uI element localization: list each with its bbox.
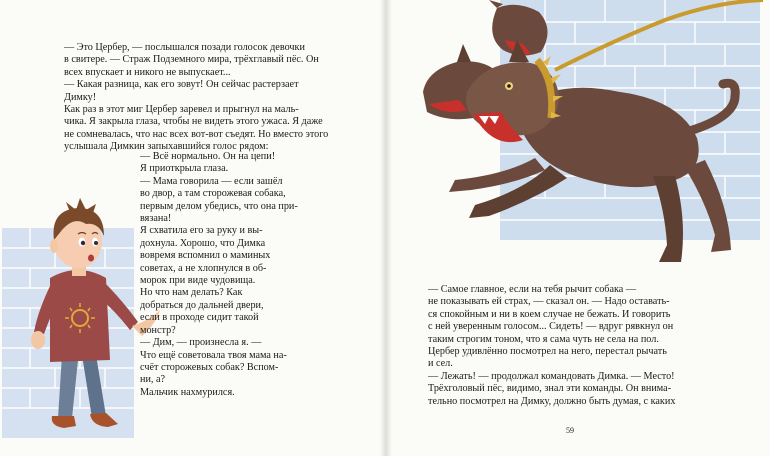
text-line: Я схватила его за руку и вы- xyxy=(140,225,263,237)
text-line: с ней уверенным голосом... Сидеть! — вдруг рявкнул он xyxy=(428,321,674,333)
text-line: вовремя вспомнил о маминых xyxy=(140,250,271,262)
text-line: — Всё нормально. Он на цепи! xyxy=(140,151,276,162)
text-line: и сел. xyxy=(428,358,453,370)
text-line: — Дим, — произнесла я. — xyxy=(140,337,262,349)
text-line: во двор, а там сторожевая собака, xyxy=(140,188,286,200)
text-line: дохнула. Хорошо, что Димка xyxy=(140,237,266,249)
book-gutter xyxy=(380,0,392,456)
text-line: счёт сторожевых собак? Вспом- xyxy=(140,361,279,373)
text-line: Но что нам делать? Как xyxy=(140,287,243,299)
text-line: услышала Димкин запыхавшийся голос рядом: xyxy=(64,141,269,153)
text-line: Я приоткрыла глаза. xyxy=(140,163,229,175)
page-number: 59 xyxy=(566,426,574,435)
text-line: добраться до дальней двери, xyxy=(140,299,264,311)
text-line: таким строгим тоном, что я сама чуть не села на пол. xyxy=(428,333,659,345)
text-line: если в проходе сидит такой xyxy=(140,312,259,324)
text-line: — Лежать! — продолжал командовать Димка. — Место! xyxy=(428,370,675,382)
right-page-text xyxy=(428,284,728,408)
text-line: Как раз в этот миг Цербер заревел и прыгнул на маль- xyxy=(64,104,299,116)
text-line: Цербер удивлённо посмотрел на него, перестал рычать xyxy=(428,346,667,358)
text-line: — Самое главное, если на тебя рычит собака — xyxy=(428,284,637,295)
text-line: Что ещё советовала твоя мама на- xyxy=(140,349,287,361)
text-line: Димку! xyxy=(64,91,97,103)
left-page-top-text xyxy=(64,42,358,154)
text-line: морок при виде чудовища. xyxy=(140,275,256,287)
text-line: советах, а не хлопнулся в об- xyxy=(140,262,267,274)
text-line: в свитере. — Страж Подземного мира, трёхглавый пёс. Он xyxy=(64,54,319,66)
text-line: ся спокойным и ни в коем случае не бежать. И говорить xyxy=(428,308,671,320)
text-line: ни, а? xyxy=(140,374,166,386)
left-page-side-text xyxy=(140,151,355,399)
text-line: вязана! xyxy=(140,213,172,225)
text-line: первым делом убедись, что она при- xyxy=(140,200,298,212)
text-line: — Это Цербер, — послышался позади голосок девочки xyxy=(64,42,305,53)
text-line: не показывать ей страх, — сказал он. — Надо оставать- xyxy=(428,296,670,308)
text-line: чика. Я закрыла глаза, чтобы не видеть этого ужаса. Я даже xyxy=(64,116,323,128)
cerberus-illustration xyxy=(405,0,770,280)
text-line: монстр? xyxy=(140,324,176,336)
text-line: — Какая разница, как его зовут! Он сейчас растерзает xyxy=(64,79,299,91)
text-line: не сомневалась, что нас всех вот-вот съедят. Но вместо этого xyxy=(64,128,329,140)
text-line: Мальчик нахмурился. xyxy=(140,386,235,398)
text-line: всех впускает и никого не выпускает... xyxy=(64,66,231,78)
text-line: — Мама говорила — если зашёл xyxy=(140,175,283,187)
text-line: тельно посмотрел на Димку, должно быть думая, с каких xyxy=(428,395,676,407)
text-line: Трёхголовый пёс, видимо, знал эти команды. Он внима- xyxy=(428,383,672,395)
